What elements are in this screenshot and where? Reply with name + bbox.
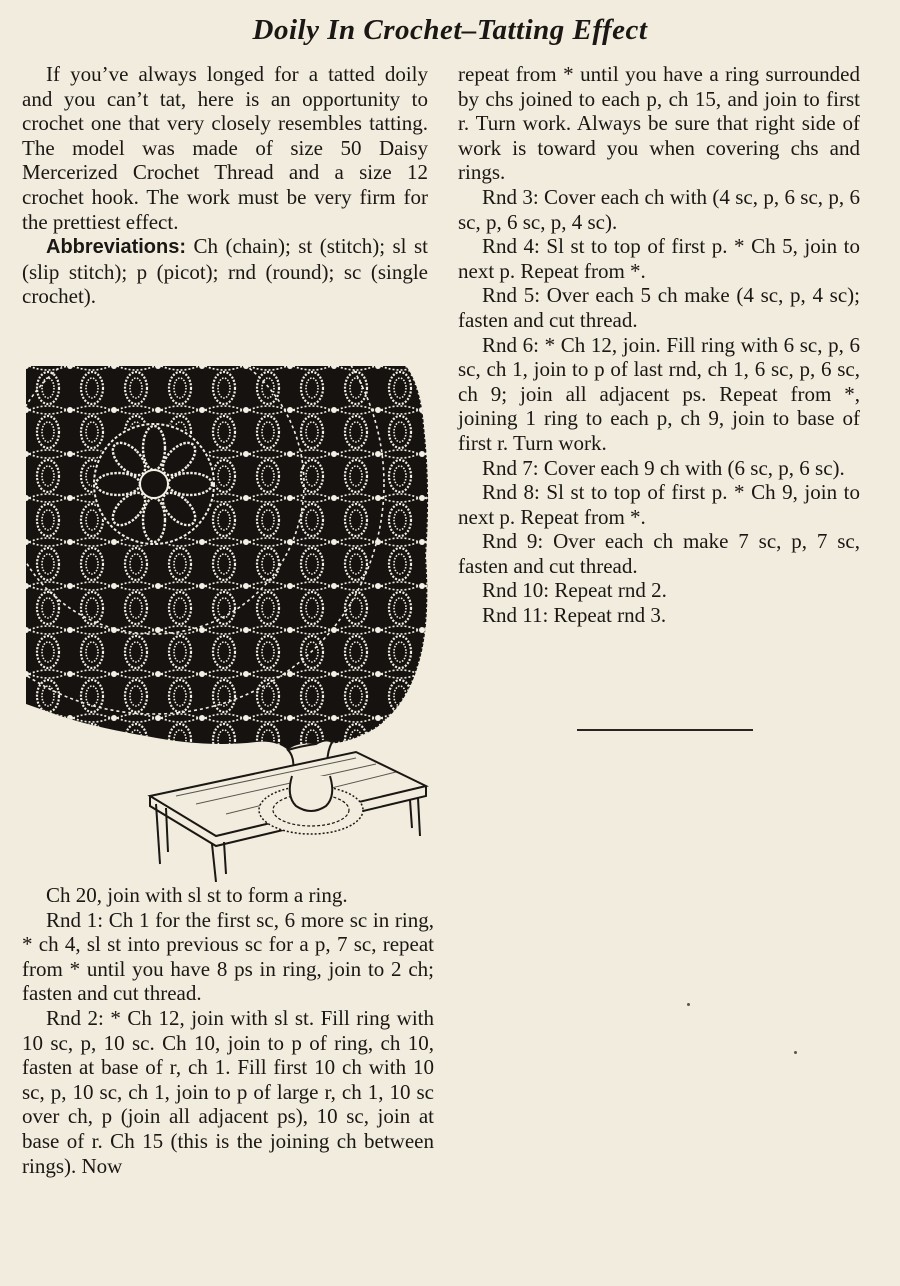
instructions-left-column (22, 883, 434, 1178)
section-divider (577, 729, 753, 731)
round-11: Rnd 11: Repeat rnd 3. (482, 603, 667, 628)
round-10: Rnd 10: Repeat rnd 2. (482, 578, 667, 603)
round-2-continued: repeat from * until you have a ring surrounded by chs joined to each p, ch 15, and join to first r. Turn work. Always be sure that right side of work is toward you when covering chs and rings. (458, 62, 860, 185)
intro-paragraph: If you’ve always longed for a tatted doily and you can’t tat, here is an opportunity to crochet one that very closely resembles tatting. The model was made of size 50 Daisy Mercerized Crochet Thread and a size 12 crochet hook. The work must be very firm for the prettiest effect. (22, 62, 428, 234)
starting-chain: Ch 20, join with sl st to form a ring. (46, 883, 348, 907)
round-7: Rnd 7: Cover each 9 ch with (6 sc, p, 6 sc). (482, 455, 845, 480)
round-6: Rnd 6: * Ch 12, join. Fill ring with 6 sc, p, 6 sc, ch 1, join to p of last rnd, ch 1, 6 sc, p, 6 sc, ch 9; join all adjacent ps. Repeat from *, joining 1 ring to each p, ch 9, join to base of first r. Turn work. (458, 332, 860, 455)
abbreviations-paragraph (22, 234, 428, 309)
paper-speck (687, 1003, 690, 1006)
round-2: Rnd 2: * Ch 12, join with sl st. Fill ring with 10 sc, p, 10 sc. Ch 10, join to p of ring, ch 10, fasten at base of r, ch 1. Fill first 10 ch with 10 sc, p, 10 sc, ch 1, join to p of large r, ch 1, 10 sc over ch, p (join all adjacent ps), 10 sc, join at base of r. Ch 15 (this is the joining ch between rings). Now (22, 1005, 434, 1178)
abbreviations-label: Abbreviations: (46, 236, 187, 259)
instructions-right-column (458, 62, 860, 628)
round-9: Rnd 9: Over each ch make 7 sc, p, 7 sc, fasten and cut thread. (458, 529, 860, 578)
round-5: Rnd 5: Over each 5 ch make (4 sc, p, 4 sc); fasten and cut thread. (458, 283, 860, 332)
round-1: Rnd 1: Ch 1 for the first sc, 6 more sc in ring, * ch 4, sl st into previous sc for a p, 7 sc, repeat from * until you have 8 ps in ring, join to 2 ch; fasten and cut thread. (22, 907, 434, 1006)
abbreviations-text: Ch (chain); st (stitch); sl st (slip stitch); p (picot); rnd (round); sc (single crochet). (22, 234, 428, 309)
page-title: Doily In Crochet–Tatting Effect (252, 14, 648, 46)
round-3: Rnd 3: Cover each ch with (4 sc, p, 6 sc, p, 6 sc, p, 6 sc, p, 4 sc). (458, 184, 860, 234)
doily-illustration (26, 366, 436, 882)
round-8: Rnd 8: Sl st to top of first p. * Ch 9, join to next p. Repeat from *. (458, 480, 860, 529)
round-4: Rnd 4: Sl st to top of first p. * Ch 5, join to next p. Repeat from *. (458, 234, 860, 283)
paper-speck (794, 1051, 797, 1054)
intro-column (22, 62, 428, 309)
